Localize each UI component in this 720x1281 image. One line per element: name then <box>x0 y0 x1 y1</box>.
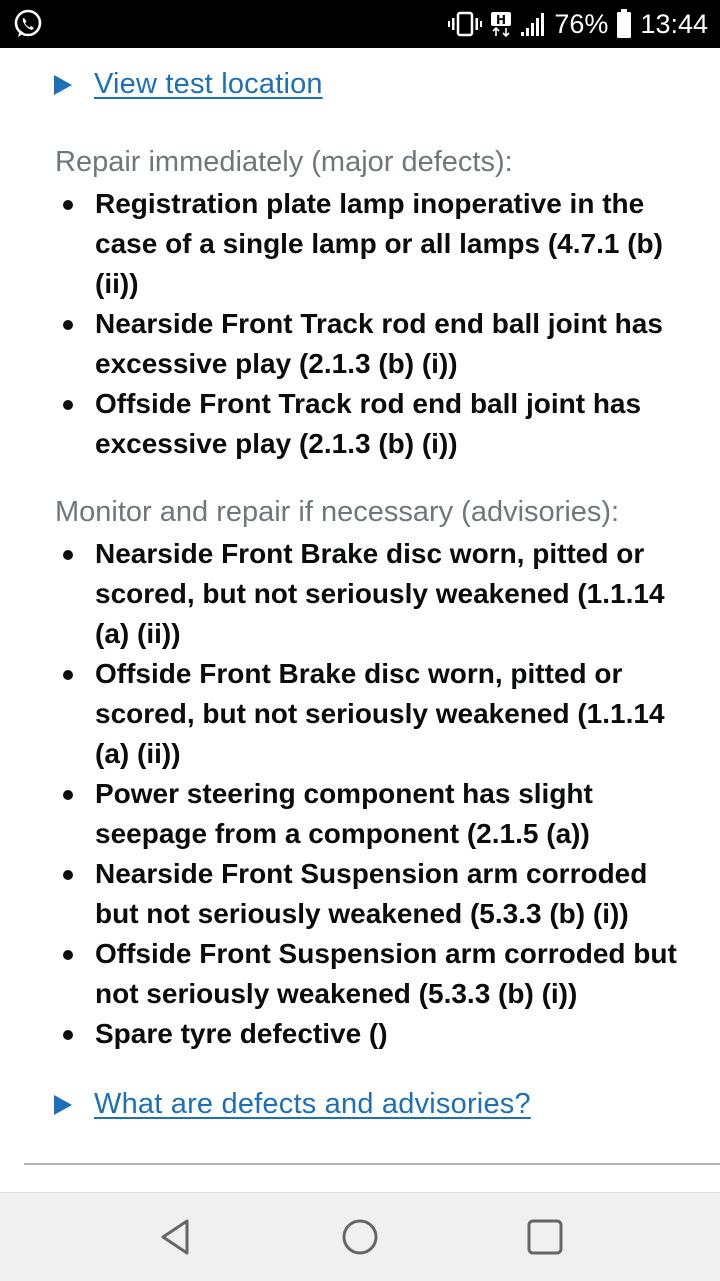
advisories-heading: Monitor and repair if necessary (advisories): <box>55 496 620 528</box>
back-button[interactable] <box>115 1193 235 1281</box>
view-test-location-toggle[interactable] <box>54 68 323 101</box>
triangle-right-icon <box>54 1095 72 1115</box>
recents-button[interactable] <box>485 1193 605 1281</box>
list-item: Spare tyre defective () <box>55 1014 695 1054</box>
whatsapp-icon <box>12 8 44 40</box>
list-item: Nearside Front Brake disc worn, pitted or scored, but not seriously weakened (1.1.14 (a) (ii)) <box>55 534 695 654</box>
list-item: Nearside Front Track rod end ball joint has excessive play (2.1.3 (b) (i)) <box>55 304 695 384</box>
status-icons <box>448 0 708 48</box>
home-button[interactable] <box>300 1193 420 1281</box>
list-item: Offside Front Track rod end ball joint has excessive play (2.1.3 (b) (i)) <box>55 384 695 464</box>
list-item: Power steering component has slight seepage from a component (2.1.5 (a)) <box>55 774 695 854</box>
triangle-right-icon <box>54 75 72 95</box>
back-icon <box>157 1217 193 1257</box>
section-divider <box>24 1163 720 1165</box>
major-defects-heading: Repair immediately (major defects): <box>55 146 513 178</box>
home-icon <box>340 1217 380 1257</box>
hplus-data-icon <box>490 10 512 38</box>
battery-icon <box>616 9 632 39</box>
major-defects-list <box>55 184 695 464</box>
advisories-list <box>55 534 695 1054</box>
mot-results-content <box>0 48 720 1192</box>
list-item: Offside Front Brake disc worn, pitted or scored, but not seriously weakened (1.1.14 (a) (ii)) <box>55 654 695 774</box>
view-test-location-link[interactable]: View test location <box>94 68 323 100</box>
recents-icon <box>525 1217 565 1257</box>
what-are-defects-link[interactable]: What are defects and advisories? <box>94 1088 531 1120</box>
svg-text:H: H <box>496 13 507 27</box>
list-item: Nearside Front Suspension arm corroded but not seriously weakened (5.3.3 (b) (i)) <box>55 854 695 934</box>
what-are-defects-toggle[interactable] <box>54 1088 531 1121</box>
system-nav-bar <box>0 1192 720 1281</box>
vibrate-icon <box>448 10 482 38</box>
status-bar <box>0 0 720 48</box>
list-item: Registration plate lamp inoperative in the case of a single lamp or all lamps (4.7.1 (b) (ii)) <box>55 184 695 304</box>
list-item: Offside Front Suspension arm corroded but not seriously weakened (5.3.3 (b) (i)) <box>55 934 695 1014</box>
battery-percent: 76% <box>554 8 609 39</box>
signal-icon <box>520 10 546 38</box>
clock: 13:44 <box>640 8 708 39</box>
